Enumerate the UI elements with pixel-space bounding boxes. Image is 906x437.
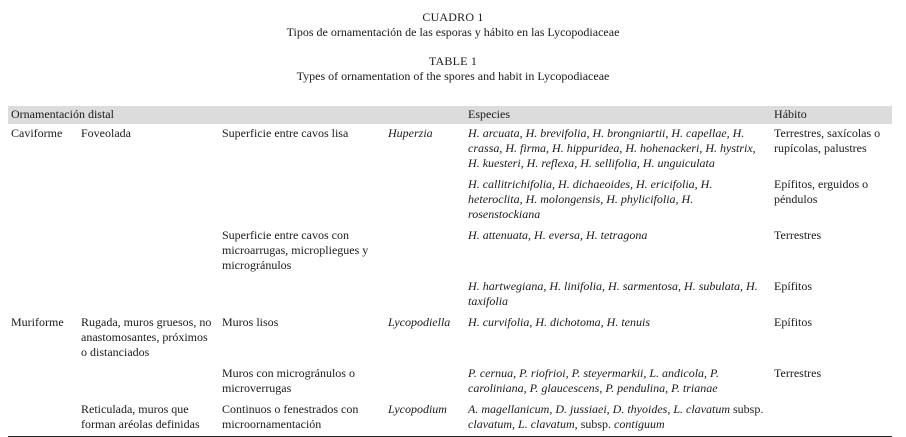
spore-ornamentation-table xyxy=(8,106,892,437)
cell-detail: Superficie entre cavos con microarrugas, micropliegues y microgránulos xyxy=(222,228,369,272)
table-caption-block xyxy=(0,10,906,84)
cell-genus xyxy=(385,226,465,277)
cell-species: H. arcuata, H. brevifolia, H. brongniartii, H. capellae, H. crassa, H. firma, H. hippuridea, H. hohenackeri, H. hystrix, H. kuesteri, H. reflexa, H. sellifolia, H. unguiculata xyxy=(468,126,756,170)
cell-detail xyxy=(219,175,385,226)
caption-title-en: Types of ornamentation of the spores and habit in Lycopodiaceae xyxy=(296,69,610,83)
header-ornamentation: Ornamentación distal xyxy=(11,107,114,121)
cell-genus xyxy=(385,364,465,400)
cell-habit: Terrestres, saxícolas o rupícolas, palustres xyxy=(774,126,881,155)
table-row xyxy=(8,124,892,175)
table-row xyxy=(8,277,892,313)
species-part: subsp. xyxy=(577,417,615,431)
cell-subtype xyxy=(78,226,219,277)
species-part: contiguum xyxy=(614,417,665,431)
cell-detail: Superficie entre cavos lisa xyxy=(222,126,349,140)
table-row xyxy=(8,175,892,226)
cell-genus: Lycopodiella xyxy=(388,315,451,329)
cell-habit: Epífitos xyxy=(774,315,813,329)
cell-genus xyxy=(385,277,465,313)
cell-habit xyxy=(771,400,892,437)
cell-subtype xyxy=(78,364,219,400)
caption-heading-en: TABLE 1 xyxy=(428,54,478,68)
header-species: Especies xyxy=(468,107,511,121)
cell-species: P. cernua, P. riofrioi, P. steyermarkii, L. andicola, P. caroliniana, P. glaucescens, P. pendulina, P. trianae xyxy=(468,366,719,395)
caption-heading-es: CUADRO 1 xyxy=(422,10,484,24)
cell-subtype xyxy=(78,277,219,313)
cell-genus: Lycopodium xyxy=(385,400,465,437)
cell-species: H. attenuata, H. eversa, H. tetragona xyxy=(468,228,648,242)
species-part: A. magellanicum, D. jussiaei, D. thyoides, L. clavatum xyxy=(468,402,730,416)
table-header-row xyxy=(8,106,892,124)
cell-genus: Huperzia xyxy=(388,126,433,140)
table-row xyxy=(8,364,892,400)
cell-habit: Epífitos xyxy=(774,279,813,293)
cell-subtype: Rugada, muros gruesos, no anastomosantes, próximos o distanciados xyxy=(81,315,212,359)
cell-type xyxy=(8,226,78,277)
cell-habit: Terrestres xyxy=(774,366,822,380)
cell-subtype: Foveolada xyxy=(81,126,131,140)
table-row xyxy=(8,226,892,277)
species-part: clavatum, L. clavatum, xyxy=(468,417,578,431)
cell-type xyxy=(8,364,78,400)
cell-type xyxy=(8,277,78,313)
cell-species: H. curvifolia, H. dichotoma, H. tenuis xyxy=(468,315,651,329)
species-part: subsp. xyxy=(730,402,764,416)
cell-genus xyxy=(385,175,465,226)
header-habit: Hábito xyxy=(774,107,807,121)
cell-habit: Epífitos, erguidos o péndulos xyxy=(774,177,869,206)
table-row xyxy=(8,313,892,364)
cell-subtype xyxy=(78,175,219,226)
cell-detail: Continuos o fenestrados con microornamentación xyxy=(219,400,385,437)
cell-species: H. callitrichifolia, H. dichaeoides, H. ericifolia, H. heteroclita, H. molongensis, H. phylicifolia, H. rosenstockiana xyxy=(468,177,713,221)
caption-title-es: Tipos de ornamentación de las esporas y hábito en las Lycopodiaceae xyxy=(286,25,620,39)
cell-habit: Terrestres xyxy=(774,228,822,242)
cell-detail xyxy=(219,277,385,313)
cell-type: Caviforme xyxy=(11,126,63,140)
cell-type xyxy=(8,400,78,437)
cell-detail: Muros lisos xyxy=(222,315,279,329)
cell-species xyxy=(465,400,771,437)
cell-species: H. hartwegiana, H. linifolia, H. sarmentosa, H. subulata, H. taxifolia xyxy=(468,279,758,308)
cell-subtype: Reticulada, muros que forman aréolas definidas xyxy=(78,400,219,437)
cell-type: Muriforme xyxy=(11,315,64,329)
table-row xyxy=(8,400,892,437)
cell-detail: Muros con microgránulos o microverrugas xyxy=(222,366,355,395)
cell-type xyxy=(8,175,78,226)
